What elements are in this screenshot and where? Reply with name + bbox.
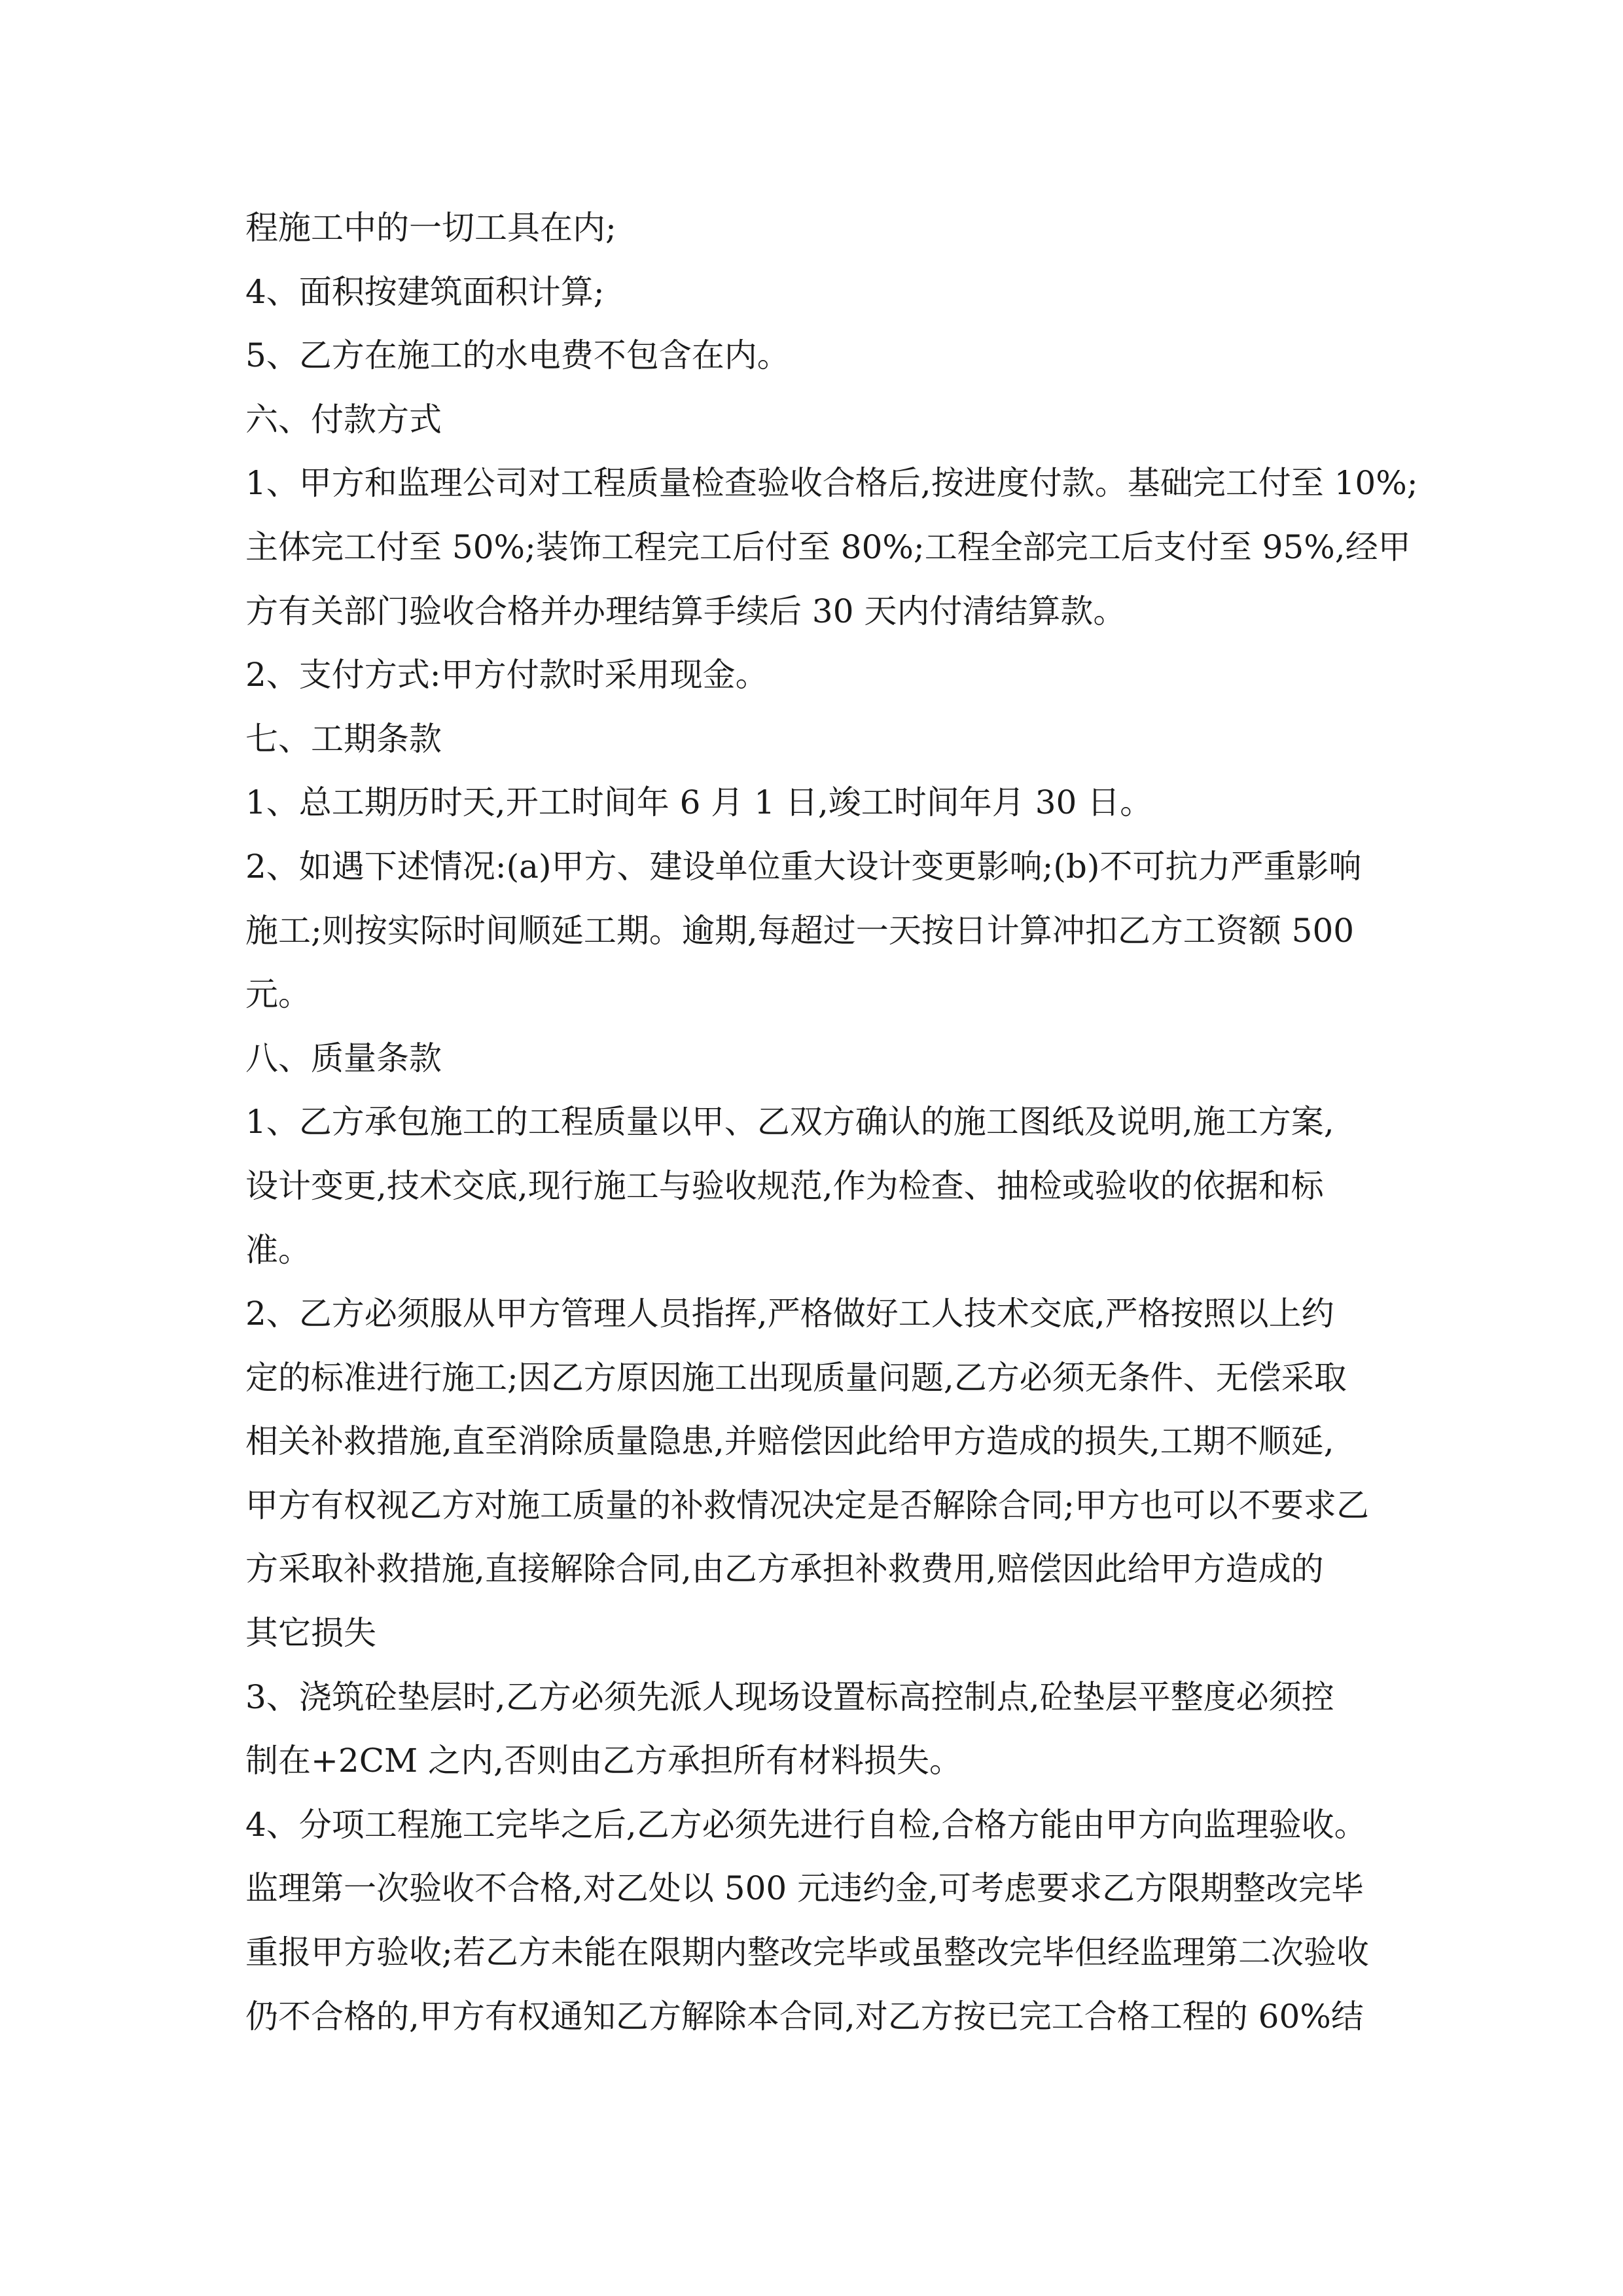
text-line: 程施工中的一切工具在内; bbox=[245, 209, 616, 247]
text-line: 4、面积按建筑面积计算; bbox=[245, 272, 605, 311]
text-line: 1、甲方和监理公司对工程质量检查验收合格后,按进度付款。基础完工付至 10%; bbox=[245, 464, 1418, 503]
text-line: 方有关部门验收合格并办理结算手续后 30 天内付清结算款。 bbox=[245, 592, 1126, 630]
text-line: 设计变更,技术交底,现行施工与验收规范,作为检查、抽检或验收的依据和标 bbox=[245, 1166, 1324, 1205]
text-line: 其它损失 bbox=[245, 1614, 376, 1653]
text-line: 3、浇筑砼垫层时,乙方必须先派人现场设置标高控制点,砼垫层平整度必须控 bbox=[245, 1677, 1334, 1716]
text-line: 重报甲方验收;若乙方未能在限期内整改完毕或虽整改完毕但经监理第二次验收 bbox=[245, 1933, 1369, 1972]
text-line: 施工;则按实际时间顺延工期。逾期,每超过一天按日计算冲扣乙方工资额 500 bbox=[245, 911, 1355, 950]
text-line: 定的标准进行施工;因乙方原因施工出现质量问题,乙方必须无条件、无偿采取 bbox=[245, 1358, 1347, 1397]
section-heading: 六、付款方式 bbox=[245, 400, 442, 439]
text-line: 制在+2CM 之内,否则由乙方承担所有材料损失。 bbox=[245, 1742, 962, 1780]
section-heading: 八、质量条款 bbox=[245, 1039, 442, 1077]
text-line: 1、乙方承包施工的工程质量以甲、乙双方确认的施工图纸及说明,施工方案, bbox=[245, 1103, 1334, 1141]
text-line: 仍不合格的,甲方有权通知乙方解除本合同,对乙方按已完工合格工程的 60%结 bbox=[245, 1997, 1364, 2036]
text-line: 1、总工期历时天,开工时间年 6 月 1 日,竣工时间年月 30 日。 bbox=[245, 783, 1153, 822]
text-line: 2、如遇下述情况:(a)甲方、建设单位重大设计变更影响;(b)不可抗力严重影响 bbox=[245, 847, 1362, 886]
text-line: 相关补救措施,直至消除质量隐患,并赔偿因此给甲方造成的损失,工期不顺延, bbox=[245, 1422, 1334, 1461]
text-line: 元。 bbox=[245, 975, 311, 1014]
text-line: 2、乙方必须服从甲方管理人员指挥,严格做好工人技术交底,严格按照以上约 bbox=[245, 1295, 1334, 1333]
section-heading: 七、工期条款 bbox=[245, 719, 442, 758]
text-line: 甲方有权视乙方对施工质量的补救情况决定是否解除合同;甲方也可以不要求乙 bbox=[245, 1486, 1369, 1524]
text-line: 准。 bbox=[245, 1230, 311, 1269]
text-line: 方采取补救措施,直接解除合同,由乙方承担补救费用,赔偿因此给甲方造成的 bbox=[245, 1550, 1324, 1588]
text-line: 4、分项工程施工完毕之后,乙方必须先进行自检,合格方能由甲方向监理验收。 bbox=[245, 1805, 1367, 1844]
document-body bbox=[245, 196, 1418, 2049]
text-line: 2、支付方式:甲方付款时采用现金。 bbox=[245, 656, 768, 694]
text-line: 5、乙方在施工的水电费不包含在内。 bbox=[245, 336, 790, 375]
text-line: 监理第一次验收不合格,对乙处以 500 元违约金,可考虑要求乙方限期整改完毕 bbox=[245, 1869, 1364, 1908]
text-line: 主体完工付至 50%;装饰工程完工后付至 80%;工程全部完工后支付至 95%,经甲 bbox=[245, 528, 1411, 566]
